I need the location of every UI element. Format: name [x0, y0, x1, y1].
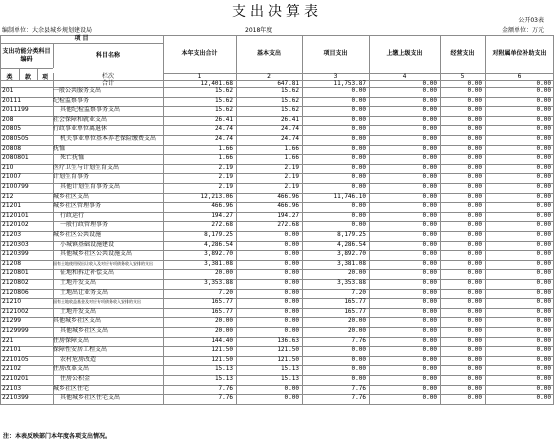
header-column: 项目支出	[323, 50, 348, 57]
row-code: 221	[2, 336, 14, 344]
row-code: 2120303	[2, 240, 29, 248]
total-value: 0.00	[536, 80, 551, 87]
row-value: 0.00	[467, 288, 482, 296]
total-value: 0.00	[467, 80, 482, 87]
row-value: 12,213.06	[200, 192, 233, 200]
row-value: 0.00	[467, 259, 482, 267]
header-column: 对附属单位补助支出	[492, 50, 547, 57]
row-name: 城乡社区管理事务	[53, 202, 102, 210]
row-value: 0.00	[467, 317, 482, 325]
row-value: 0.00	[536, 394, 551, 402]
row-value: 0.00	[351, 163, 366, 171]
row-value: 466.96	[277, 192, 299, 200]
row-value: 15.13	[280, 375, 299, 382]
row-value: 0.00	[467, 135, 482, 142]
row-value: 0.00	[422, 144, 437, 152]
row-name: 保障性安居工程支出	[53, 346, 108, 354]
row-name: 社会保障和就业支出	[53, 115, 108, 123]
footnote: 注：本表反映部门本年度各项支出情况。	[3, 433, 112, 440]
row-value: 165.77	[344, 298, 366, 306]
row-value: 0.00	[284, 240, 299, 248]
row-value: 11,746.10	[333, 192, 366, 200]
row-name: 城乡社区支出	[53, 192, 90, 200]
row-name: 城乡社区住宅	[53, 384, 90, 392]
row-value: 0.00	[284, 269, 299, 277]
row-value: 0.00	[536, 202, 551, 210]
row-value: 0.00	[284, 259, 299, 267]
row-value: 0.00	[536, 279, 551, 286]
row-value: 0.00	[284, 298, 299, 306]
row-value: 136.63	[277, 336, 299, 344]
row-code: 2080801	[2, 154, 29, 162]
row-value: 20.00	[347, 269, 366, 277]
row-value: 0.00	[284, 317, 299, 325]
fiscal-year: 2018年度	[245, 27, 273, 34]
row-value: 272.68	[277, 221, 299, 229]
row-value: 0.00	[536, 355, 551, 363]
row-value: 0.00	[467, 183, 482, 190]
row-value: 7.76	[218, 384, 233, 392]
row-value: 0.00	[467, 269, 482, 277]
row-value: 0.00	[351, 202, 366, 210]
row-value: 3,353.88	[204, 279, 233, 286]
row-value: 0.00	[536, 135, 551, 142]
row-value: 2.19	[284, 173, 299, 181]
row-value: 0.00	[422, 240, 437, 248]
row-code: 20111	[2, 96, 22, 104]
row-value: 7.76	[351, 384, 366, 392]
header-project: 项 目	[74, 35, 89, 42]
row-value: 466.96	[211, 202, 233, 210]
grid-line	[0, 35, 1, 404]
row-value: 15.62	[214, 96, 233, 104]
row-value: 20.00	[347, 327, 366, 334]
row-name: 土地出让业务支出	[60, 288, 109, 296]
money-unit: 金额单位：万元	[501, 27, 544, 34]
row-value: 0.00	[467, 394, 482, 402]
row-value: 0.00	[536, 317, 551, 325]
row-value: 0.00	[536, 163, 551, 171]
row-value: 466.96	[277, 202, 299, 210]
row-value: 0.00	[351, 106, 366, 114]
header-function-code: 支出功能分类科目编码	[2, 47, 51, 63]
row-code: 2210399	[2, 394, 29, 402]
row-value: 194.27	[277, 211, 299, 219]
row-name: 其他城乡社区住宅支出	[60, 394, 121, 402]
row-value: 0.00	[422, 231, 437, 238]
row-value: 0.00	[536, 96, 551, 104]
column-number: 6	[517, 72, 522, 80]
row-code: 21210	[2, 298, 22, 306]
row-value: 0.00	[351, 183, 366, 190]
row-value: 0.00	[467, 231, 482, 238]
row-value: 1.66	[284, 154, 299, 162]
row-value: 165.77	[211, 307, 233, 315]
row-name: 医疗卫生与计划生育支出	[53, 163, 120, 171]
row-value: 1.66	[284, 144, 299, 152]
column-index-label: 栏次	[101, 72, 114, 80]
row-value: 0.00	[351, 355, 366, 363]
row-name: 小城镇基础设施建设	[60, 240, 115, 248]
row-value: 0.00	[536, 346, 551, 354]
row-name: 其他城乡社区公共设施支出	[60, 250, 133, 258]
row-code: 2120102	[2, 221, 29, 229]
row-value: 0.00	[422, 365, 437, 373]
row-value: 0.00	[422, 355, 437, 363]
row-value: 0.00	[536, 115, 551, 123]
row-name: 土地开发支出	[60, 279, 97, 286]
row-value: 0.00	[422, 221, 437, 229]
row-name: 城乡社区公共设施	[53, 231, 102, 238]
row-name: 其他计划生育事务支出	[60, 183, 121, 190]
row-value: 0.00	[284, 307, 299, 315]
row-value: 0.00	[467, 202, 482, 210]
row-value: 0.00	[284, 288, 299, 296]
row-name: 征地和拆迁补偿支出	[60, 269, 115, 277]
row-value: 0.00	[467, 365, 482, 373]
row-value: 0.00	[467, 173, 482, 181]
row-code: 21203	[2, 231, 22, 238]
row-name: 其他城乡社区支出	[53, 317, 102, 325]
row-value: 15.13	[214, 375, 233, 382]
row-value: 0.00	[536, 288, 551, 296]
row-name: 一般公共服务支出	[53, 87, 102, 94]
row-code: 2120802	[2, 279, 29, 286]
row-code: 22101	[2, 346, 22, 354]
row-value: 194.27	[211, 211, 233, 219]
row-value: 24.74	[214, 135, 233, 142]
row-code: 2120399	[2, 250, 29, 258]
header-kind-item: 项	[41, 73, 48, 81]
row-name: 住房改革支出	[53, 365, 90, 373]
row-value: 0.00	[536, 240, 551, 248]
row-value: 0.00	[422, 327, 437, 334]
row-value: 121.50	[211, 355, 233, 363]
row-value: 24.74	[214, 125, 233, 133]
row-value: 0.00	[536, 365, 551, 373]
row-code: 2120801	[2, 269, 29, 277]
header-column: 上缴上级支出	[386, 50, 423, 57]
row-value: 2.19	[284, 163, 299, 171]
row-value: 4,286.54	[204, 240, 233, 248]
row-value: 0.00	[536, 336, 551, 344]
row-value: 0.00	[351, 115, 366, 123]
row-code: 20808	[2, 144, 22, 152]
row-value: 0.00	[467, 279, 482, 286]
row-code: 2120101	[2, 211, 29, 219]
row-value: 0.00	[422, 163, 437, 171]
row-value: 0.00	[536, 221, 551, 229]
compiling-unit: 编制单位：大余县城乡规划建设局	[2, 27, 93, 34]
row-code: 22103	[2, 384, 22, 392]
row-code: 2210201	[2, 375, 29, 382]
row-code: 2100799	[2, 183, 29, 190]
row-name: 国有土地使用权出让收入及对应专项债务收入安排的支出	[53, 260, 153, 266]
row-value: 0.00	[536, 87, 551, 94]
row-name: 其他城乡社区支出	[60, 327, 109, 334]
row-value: 0.00	[467, 375, 482, 382]
row-code: 208	[2, 115, 14, 123]
row-value: 0.00	[536, 384, 551, 392]
row-value: 0.00	[422, 298, 437, 306]
row-value: 0.00	[467, 240, 482, 248]
total-value: 0.00	[422, 80, 437, 87]
row-value: 0.00	[284, 394, 299, 402]
row-code: 20805	[2, 125, 22, 133]
row-value: 0.00	[467, 250, 482, 258]
row-code: 22102	[2, 365, 22, 373]
row-code: 2129999	[2, 327, 29, 334]
row-value: 0.00	[284, 327, 299, 334]
row-value: 8,179.25	[337, 231, 366, 238]
row-value: 272.68	[211, 221, 233, 229]
row-value: 0.00	[536, 307, 551, 315]
row-value: 0.00	[536, 192, 551, 200]
row-value: 2.19	[218, 173, 233, 181]
row-value: 0.00	[422, 346, 437, 354]
row-value: 15.62	[280, 96, 299, 104]
row-value: 26.41	[214, 115, 233, 123]
row-value: 24.74	[280, 135, 299, 142]
row-value: 0.00	[467, 336, 482, 344]
row-value: 4,286.54	[337, 240, 366, 248]
row-name: 农村危房改造	[60, 355, 97, 363]
row-value: 0.00	[422, 317, 437, 325]
row-value: 0.00	[422, 250, 437, 258]
row-value: 0.00	[422, 336, 437, 344]
row-value: 121.50	[277, 346, 299, 354]
row-name: 土地开发支出	[60, 307, 97, 315]
row-value: 0.00	[351, 221, 366, 229]
row-value: 0.00	[351, 154, 366, 162]
row-value: 0.00	[351, 375, 366, 382]
row-name: 计划生育事务	[53, 173, 90, 181]
row-value: 0.00	[536, 259, 551, 267]
row-value: 0.00	[536, 375, 551, 382]
row-value: 0.00	[422, 87, 437, 94]
row-value: 0.00	[536, 327, 551, 334]
row-code: 2080505	[2, 135, 29, 142]
form-number: 公开03表	[518, 17, 544, 24]
row-value: 0.00	[422, 269, 437, 277]
row-value: 0.00	[467, 192, 482, 200]
row-value: 0.00	[422, 394, 437, 402]
header-subject-name: 科目名称	[95, 51, 120, 59]
row-value: 7.20	[351, 288, 366, 296]
row-name: 国有土地收益基金及对应专项债务收入安排的支出	[53, 299, 141, 305]
row-code: 2120806	[2, 288, 29, 296]
row-value: 0.00	[351, 125, 366, 133]
row-name: 行政运行	[60, 211, 85, 219]
row-value: 20.00	[214, 317, 233, 325]
row-name: 抚恤	[53, 144, 66, 152]
row-name: 行政事业单位离退休	[53, 125, 108, 133]
row-value: 0.00	[467, 106, 482, 114]
row-value: 0.00	[467, 221, 482, 229]
row-value: 0.00	[536, 125, 551, 133]
row-value: 0.00	[467, 125, 482, 133]
row-value: 0.00	[422, 192, 437, 200]
row-value: 15.62	[280, 106, 299, 114]
row-value: 0.00	[536, 106, 551, 114]
row-value: 0.00	[467, 355, 482, 363]
header-kind-class: 类	[6, 73, 13, 81]
row-value: 121.50	[211, 346, 233, 354]
row-value: 0.00	[467, 298, 482, 306]
row-value: 0.00	[284, 231, 299, 238]
row-value: 0.00	[422, 259, 437, 267]
row-value: 3,892.70	[337, 250, 366, 258]
row-name: 一般行政管理事务	[60, 221, 109, 229]
column-number: 4	[402, 72, 407, 80]
row-value: 20.00	[214, 327, 233, 334]
row-value: 3,353.88	[337, 279, 366, 286]
row-value: 0.00	[351, 144, 366, 152]
row-value: 0.00	[422, 384, 437, 392]
row-value: 20.00	[347, 317, 366, 325]
row-value: 0.00	[467, 154, 482, 162]
row-value: 0.00	[467, 96, 482, 104]
row-value: 0.00	[467, 163, 482, 171]
header-column: 基本支出	[256, 50, 281, 57]
row-value: 0.00	[467, 384, 482, 392]
row-code: 21208	[2, 259, 22, 267]
row-value: 0.00	[351, 346, 366, 354]
row-value: 1.66	[218, 154, 233, 162]
row-value: 15.62	[280, 87, 299, 94]
row-value: 0.00	[351, 87, 366, 94]
row-value: 0.00	[536, 250, 551, 258]
row-name: 其他纪检监察事务支出	[60, 106, 121, 114]
row-code: 2210105	[2, 355, 29, 363]
row-value: 20.00	[214, 269, 233, 277]
row-value: 0.00	[467, 211, 482, 219]
header-kind-section: 款	[24, 73, 31, 81]
total-value: 11,753.87	[333, 80, 366, 87]
row-value: 0.00	[284, 279, 299, 286]
total-value: 12,401.68	[200, 80, 233, 87]
row-value: 0.00	[422, 375, 437, 382]
row-value: 0.00	[351, 96, 366, 104]
row-value: 0.00	[351, 173, 366, 181]
row-value: 7.76	[218, 394, 233, 402]
header-column: 经营支出	[450, 50, 475, 57]
row-value: 1.66	[218, 144, 233, 152]
total-label: 合计	[101, 79, 114, 87]
row-value: 0.00	[422, 307, 437, 315]
row-value: 0.00	[536, 231, 551, 238]
row-value: 0.00	[351, 211, 366, 219]
row-value: 0.00	[536, 269, 551, 277]
row-name: 住房保障支出	[53, 336, 90, 344]
row-value: 0.00	[467, 115, 482, 123]
page-title: 支出决算表	[232, 4, 322, 20]
row-value: 0.00	[467, 327, 482, 334]
row-value: 0.00	[536, 154, 551, 162]
row-value: 0.00	[467, 346, 482, 354]
row-code: 2011199	[2, 106, 29, 114]
row-value: 0.00	[467, 87, 482, 94]
column-number: 3	[333, 72, 338, 80]
row-value: 15.62	[214, 87, 233, 94]
row-value: 26.41	[280, 115, 299, 123]
row-value: 0.00	[422, 154, 437, 162]
row-value: 2.19	[218, 183, 233, 190]
row-name: 机关事业单位基本养老保险缴费支出	[60, 135, 157, 142]
row-value: 121.50	[277, 355, 299, 363]
row-code: 212	[2, 192, 14, 200]
row-value: 0.00	[422, 96, 437, 104]
row-value: 24.74	[280, 125, 299, 133]
row-value: 0.00	[422, 288, 437, 296]
row-name: 住房公积金	[60, 375, 91, 382]
row-value: 165.77	[211, 298, 233, 306]
row-name: 纪检监察事务	[53, 96, 90, 104]
row-code: 21201	[2, 202, 22, 210]
row-value: 165.77	[344, 307, 366, 315]
row-value: 0.00	[536, 211, 551, 219]
row-value: 7.76	[351, 336, 366, 344]
row-value: 3,892.70	[204, 250, 233, 258]
row-value: 2.19	[284, 183, 299, 190]
total-value: 647.81	[277, 80, 299, 87]
row-code: 201	[2, 87, 14, 94]
row-value: 0.00	[536, 298, 551, 306]
row-value: 8,179.25	[204, 231, 233, 238]
row-value: 0.00	[467, 307, 482, 315]
row-value: 15.13	[280, 365, 299, 373]
column-number: 1	[197, 72, 202, 80]
row-code: 210	[2, 163, 14, 171]
row-code: 21299	[2, 317, 22, 325]
row-value: 0.00	[351, 135, 366, 142]
row-value: 0.00	[422, 173, 437, 181]
grid-line	[0, 404, 554, 405]
column-number: 2	[267, 72, 271, 80]
row-value: 0.00	[351, 365, 366, 373]
row-name: 死亡抚恤	[60, 154, 85, 162]
row-value: 0.00	[422, 106, 437, 114]
row-value: 3,381.08	[337, 259, 366, 267]
row-value: 15.62	[214, 106, 233, 114]
row-value: 0.00	[422, 115, 437, 123]
row-value: 0.00	[422, 125, 437, 133]
row-value: 0.00	[422, 183, 437, 190]
row-value: 0.00	[422, 279, 437, 286]
row-value: 0.00	[536, 173, 551, 181]
row-value: 0.00	[536, 144, 551, 152]
row-value: 3,381.08	[204, 259, 233, 267]
row-value: 0.00	[422, 211, 437, 219]
row-value: 7.20	[218, 288, 233, 296]
row-value: 15.13	[214, 365, 233, 373]
row-value: 2.19	[218, 163, 233, 171]
header-column: 本年支出合计	[181, 50, 218, 57]
row-value: 144.40	[211, 336, 233, 344]
column-number: 5	[460, 72, 465, 80]
row-value: 7.76	[351, 394, 366, 402]
row-value: 0.00	[284, 384, 299, 392]
row-value: 0.00	[536, 183, 551, 190]
row-value: 0.00	[284, 250, 299, 258]
row-value: 0.00	[422, 135, 437, 142]
row-code: 2121002	[2, 307, 29, 315]
row-value: 0.00	[422, 202, 437, 210]
row-value: 0.00	[467, 144, 482, 152]
row-code: 21007	[2, 173, 22, 181]
